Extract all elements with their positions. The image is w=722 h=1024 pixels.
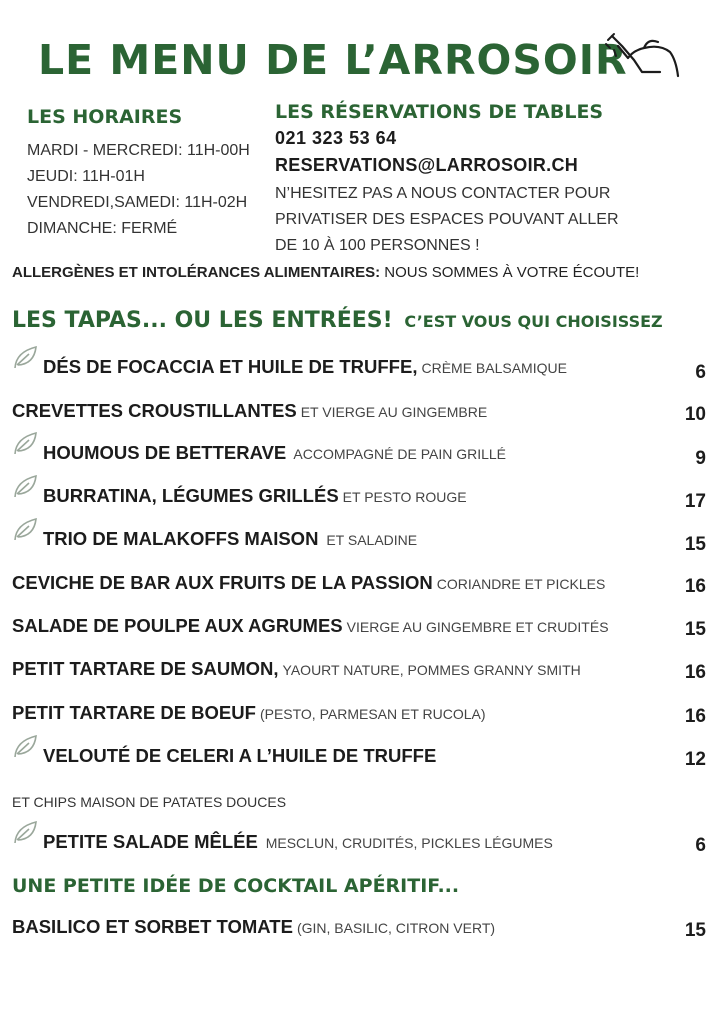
hours-line: JEUDI: 11H-01H	[27, 168, 145, 185]
item-name: PETIT TARTARE DE SAUMON, YAOURT NATURE, POMMES GRANNY SMITH	[12, 658, 581, 679]
leaf-icon	[12, 473, 40, 499]
menu-title: LE MENU DE L’ARROSOIR	[38, 36, 628, 84]
contact-line: N’HESITEZ PAS A NOUS CONTACTER POUR	[275, 185, 611, 202]
watering-can-logo-icon	[604, 32, 684, 84]
item-name: BURRATINA, LÉGUMES GRILLÉS ET PESTO ROUGE	[43, 485, 467, 506]
item-desc: CRÈME BALSAMIQUE	[421, 360, 567, 376]
item-price: 16	[684, 576, 706, 597]
item-price: 10	[684, 404, 706, 425]
item-price: 12	[684, 749, 706, 770]
item-name: SALADE DE POULPE AUX AGRUMES VIERGE AU GINGEMBRE ET CRUDITÉS	[12, 615, 609, 636]
item-name: BASILICO ET SORBET TOMATE (GIN, BASILIC, CITRON VERT)	[12, 916, 496, 937]
menu-item	[12, 654, 706, 684]
item-name: HOUMOUS DE BETTERAVE ACCOMPAGNÉ DE PAIN GRILLÉ	[43, 442, 507, 463]
item-name: DÉS DE FOCACCIA ET HUILE DE TRUFFE, CRÈME BALSAMIQUE	[43, 356, 567, 377]
item-desc: ET PESTO ROUGE	[342, 489, 467, 505]
item-desc: ET VIERGE AU GINGEMBRE	[300, 404, 488, 420]
tapas-subheading: C’EST VOUS QUI CHOISISSEZ	[404, 312, 663, 331]
item-name: PETITE SALADE MÊLÉE MESCLUN, CRUDITÉS, PICKLES LÉGUMES	[43, 831, 553, 852]
menu-item	[12, 524, 706, 554]
contact-line: PRIVATISER DES ESPACES POUVANT ALLER	[275, 211, 619, 228]
item-price: 15	[684, 534, 706, 555]
leaf-icon	[12, 819, 40, 845]
tapas-heading-main: LES TAPAS... OU LES ENTRÉES!	[12, 308, 393, 333]
item-price: 15	[684, 920, 706, 941]
reservations-heading: LES RÉSERVATIONS DE TABLES	[275, 101, 604, 123]
opening-hours	[27, 138, 250, 242]
leaf-icon	[12, 344, 40, 370]
cocktail-heading: UNE PETITE IDÉE DE COCKTAIL APÉRITIF...	[12, 875, 460, 897]
tapas-heading	[12, 308, 663, 333]
item-desc: CORIANDRE ET PICKLES	[436, 576, 606, 592]
item-desc: (PESTO, PARMESAN ET RUCOLA)	[259, 706, 486, 722]
item-name: CREVETTES CROUSTILLANTES ET VIERGE AU GINGEMBRE	[12, 400, 488, 421]
menu-item	[12, 741, 706, 771]
item-note: ET CHIPS MAISON DE PATATES DOUCES	[12, 794, 287, 810]
item-name: CEVICHE DE BAR AUX FRUITS DE LA PASSION CORIANDRE ET PICKLES	[12, 572, 606, 593]
menu-item	[12, 912, 706, 942]
menu-item	[12, 352, 706, 382]
contact-note	[275, 181, 619, 259]
item-price: 17	[684, 491, 706, 512]
item-name: TRIO DE MALAKOFFS MAISON ET SALADINE	[43, 528, 418, 549]
item-price: 6	[695, 362, 706, 383]
item-desc: ET SALADINE	[322, 532, 418, 548]
leaf-icon	[12, 430, 40, 456]
allergy-label: ALLERGÈNES ET INTOLÉRANCES ALIMENTAIRES:	[12, 264, 381, 281]
item-desc: (GIN, BASILIC, CITRON VERT)	[296, 920, 496, 936]
menu-item	[12, 611, 706, 641]
email-address[interactable]: RESERVATIONS@LARROSOIR.CH	[275, 155, 579, 175]
leaf-icon	[12, 516, 40, 542]
item-desc: MESCLUN, CRUDITÉS, PICKLES LÉGUMES	[261, 835, 553, 851]
hours-line: DIMANCHE: FERMÉ	[27, 220, 178, 237]
item-price: 16	[684, 706, 706, 727]
menu-item	[12, 827, 706, 857]
allergy-notice	[12, 264, 639, 281]
contact-line: DE 10 À 100 PERSONNES !	[275, 237, 480, 254]
item-price: 15	[684, 619, 706, 640]
leaf-icon	[12, 733, 40, 759]
item-price: 16	[684, 662, 706, 683]
hours-line: MARDI - MERCREDI: 11H-00H	[27, 142, 250, 159]
allergy-text: NOUS SOMMES À VOTRE ÉCOUTE!	[384, 264, 640, 281]
item-desc: VIERGE AU GINGEMBRE ET CRUDITÉS	[346, 619, 609, 635]
menu-item	[12, 438, 706, 468]
menu-item	[12, 698, 706, 728]
item-name: VELOUTÉ DE CELERI A L’HUILE DE TRUFFE	[43, 745, 437, 766]
phone-number[interactable]: 021 323 53 64	[275, 128, 397, 148]
item-desc: ACCOMPAGNÉ DE PAIN GRILLÉ	[290, 446, 507, 462]
item-name: PETIT TARTARE DE BOEUF (PESTO, PARMESAN ET RUCOLA)	[12, 702, 486, 723]
menu-item	[12, 396, 706, 426]
menu-item	[12, 481, 706, 511]
hours-line: VENDREDI,SAMEDI: 11H-02H	[27, 194, 248, 211]
item-price: 9	[695, 448, 706, 469]
item-desc: YAOURT NATURE, POMMES GRANNY SMITH	[282, 662, 581, 678]
menu-item	[12, 568, 706, 598]
item-price: 6	[695, 835, 706, 856]
horaires-heading: LES HORAIRES	[27, 106, 183, 128]
